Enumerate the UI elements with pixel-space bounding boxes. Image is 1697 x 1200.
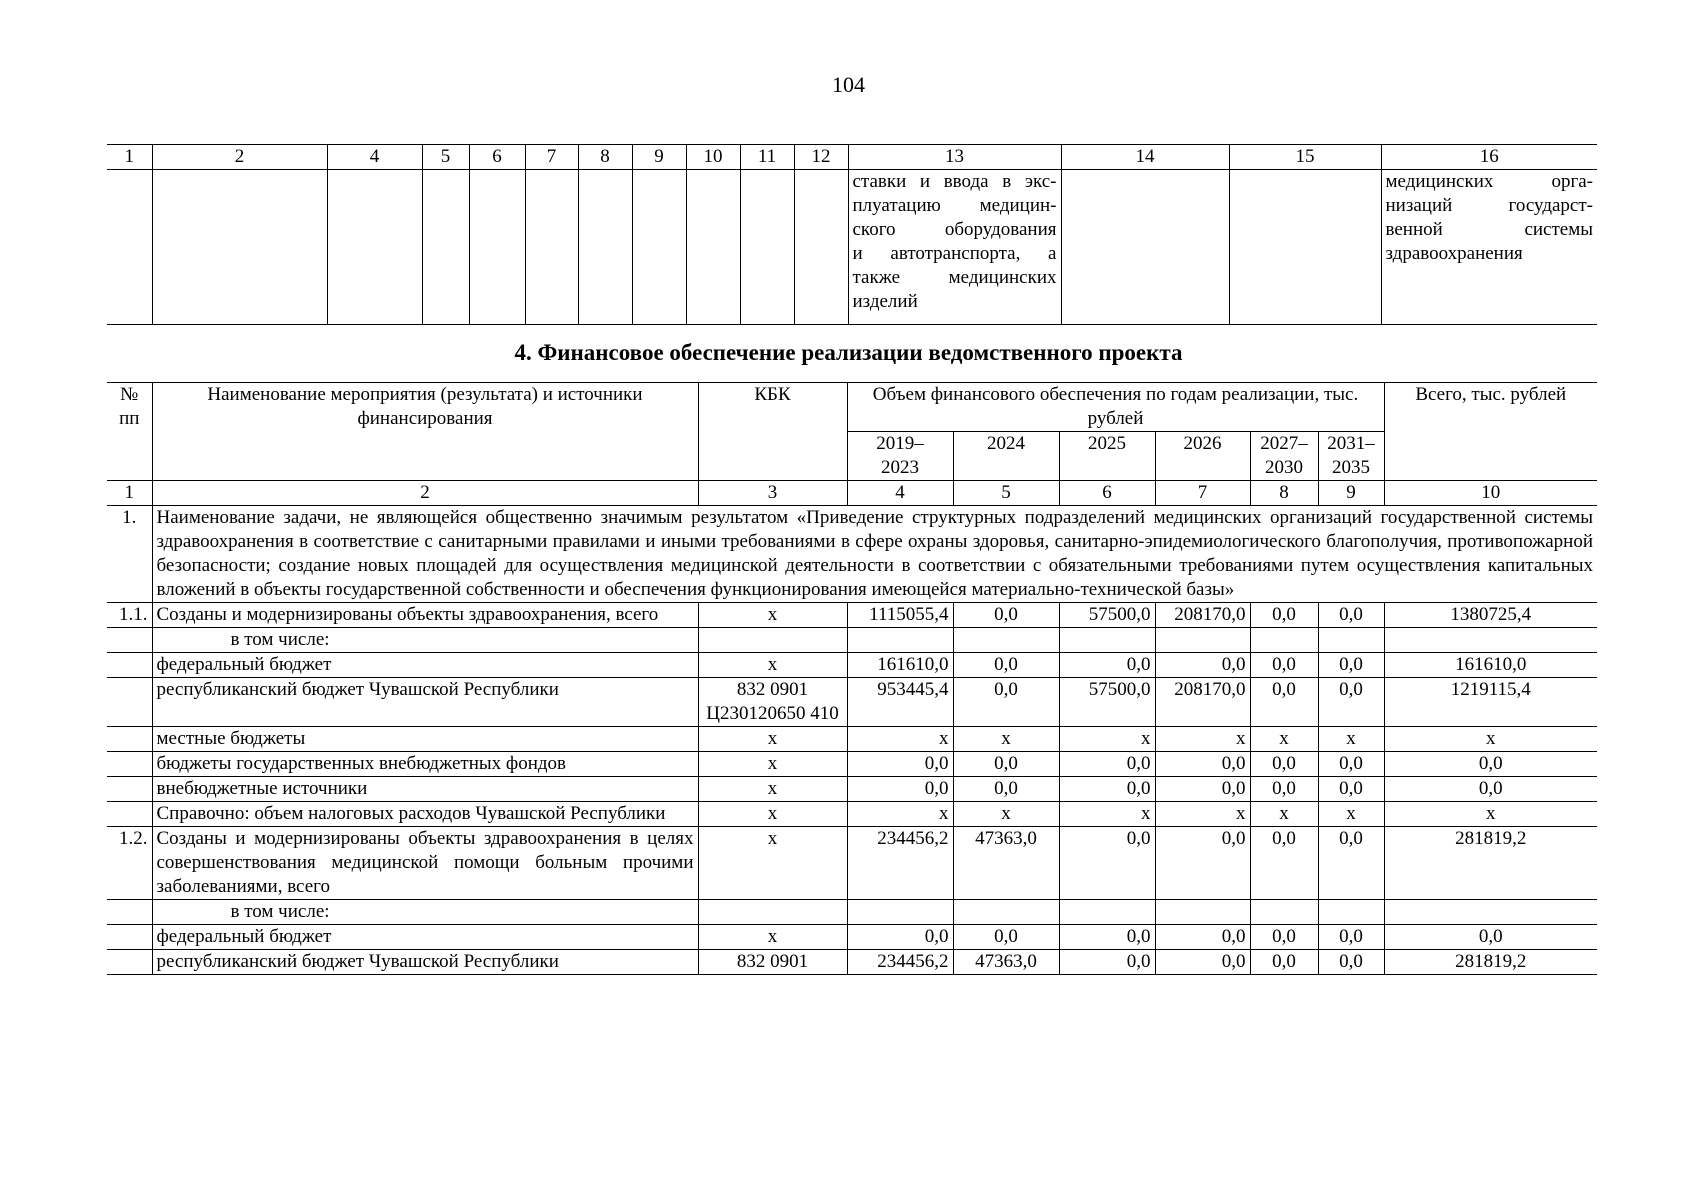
row-total: 281819,2 [1384, 950, 1597, 975]
row-name: бюджеты государственных внебюджетных фондов [152, 752, 698, 777]
row-kbk: х [698, 727, 847, 752]
row-value: 0,0 [847, 777, 953, 802]
col-header: 5 [422, 145, 469, 170]
row-value: 0,0 [1155, 925, 1250, 950]
col-header: 14 [1061, 145, 1229, 170]
row-value: 0,0 [1059, 752, 1155, 777]
row-value: х [1318, 727, 1384, 752]
row-value: 0,0 [1059, 950, 1155, 975]
table-row [107, 653, 1597, 678]
col-number: 1 [107, 481, 152, 506]
row-value: 234456,2 [847, 950, 953, 975]
col16-text: медицинских орга- низаций государст- венной системы здравоохранения [1381, 170, 1597, 325]
row-value: х [1059, 802, 1155, 827]
col-header: 12 [794, 145, 848, 170]
col-header: 11 [740, 145, 794, 170]
header-kbk: КБК [698, 383, 847, 481]
row-total: 0,0 [1384, 777, 1597, 802]
col-number: 7 [1155, 481, 1250, 506]
row-value: 953445,4 [847, 678, 953, 727]
header-year: 2026 [1155, 432, 1250, 481]
row-name: в том числе: [152, 628, 698, 653]
row-value [847, 900, 953, 925]
table-row [107, 925, 1597, 950]
row-value: 0,0 [953, 752, 1059, 777]
col-header: 13 [848, 145, 1061, 170]
row-value: 0,0 [1059, 827, 1155, 900]
row-value: х [1059, 727, 1155, 752]
row-value: 0,0 [1250, 925, 1318, 950]
col-header: 10 [686, 145, 740, 170]
row-value: 0,0 [953, 925, 1059, 950]
row-value: 0,0 [953, 777, 1059, 802]
table-row [107, 900, 1597, 925]
row-value: 234456,2 [847, 827, 953, 900]
row-value: 1115055,4 [847, 603, 953, 628]
row-num [107, 678, 152, 727]
continuation-body-row [107, 170, 1597, 325]
row-value [1155, 628, 1250, 653]
row-value: 0,0 [1250, 752, 1318, 777]
row-name: Созданы и модернизированы объекты здравоохранения, всего [152, 603, 698, 628]
row-name: республиканский бюджет Чувашской Республики [152, 950, 698, 975]
task-text: Наименование задачи, не являющейся общественно значимым результатом «Приведение структурных подразделений медицинских организаций государственной системы здравоохранения в соответствие с санитарными правилами и иными требованиями в сфере охраны здоровья, санитарно-эпидемиологического благополучия, противопожарной безопасности; создание новых площадей для осуществления медицинской деятельности в соответствии с обязательными требованиями путем осуществления капитальных вложений в объекты государственной собственности и обеспечения функционирования имеющейся материально-технической базы» [152, 506, 1597, 603]
row-value: х [953, 802, 1059, 827]
row-value: 0,0 [953, 678, 1059, 727]
row-value: 0,0 [847, 925, 953, 950]
col-number: 9 [1318, 481, 1384, 506]
row-kbk: 832 0901 Ц230120650 410 [698, 678, 847, 727]
row-value: х [847, 727, 953, 752]
table-row [107, 752, 1597, 777]
row-kbk: х [698, 752, 847, 777]
table-row [107, 827, 1597, 900]
task-row [107, 506, 1597, 603]
row-value: 0,0 [1155, 827, 1250, 900]
row-value: х [1155, 727, 1250, 752]
row-name: федеральный бюджет [152, 925, 698, 950]
row-num [107, 727, 152, 752]
row-total: 0,0 [1384, 752, 1597, 777]
row-value: 0,0 [1318, 653, 1384, 678]
row-value: 0,0 [1155, 950, 1250, 975]
col-header: 1 [107, 145, 152, 170]
row-value: х [953, 727, 1059, 752]
row-value [1250, 628, 1318, 653]
row-name: внебюджетные источники [152, 777, 698, 802]
header-volume: Объем финансового обеспечения по годам реализации, тыс. рублей [847, 383, 1384, 432]
row-kbk: х [698, 827, 847, 900]
row-value: 47363,0 [953, 827, 1059, 900]
row-value: х [1318, 802, 1384, 827]
row-num [107, 628, 152, 653]
table-row [107, 777, 1597, 802]
col-number: 8 [1250, 481, 1318, 506]
row-num [107, 653, 152, 678]
row-total: х [1384, 802, 1597, 827]
row-num [107, 777, 152, 802]
row-value: 0,0 [1318, 925, 1384, 950]
row-num [107, 925, 152, 950]
continuation-header-row [107, 145, 1597, 170]
table-row [107, 603, 1597, 628]
col13-text: ставки и ввода в экс- плуатацию медицин- ского оборудования и автотранспорта, а также медицинских изделий [848, 170, 1061, 325]
col-header: 6 [469, 145, 525, 170]
row-name: местные бюджеты [152, 727, 698, 752]
col-number: 4 [847, 481, 953, 506]
continuation-table [107, 144, 1597, 325]
row-name: Созданы и модернизированы объекты здравоохранения в целях совершенствования медицинской помощи больным прочими заболеваниями, всего [152, 827, 698, 900]
row-value: 208170,0 [1155, 603, 1250, 628]
col-number: 3 [698, 481, 847, 506]
row-value: х [1250, 802, 1318, 827]
col-header: 15 [1229, 145, 1381, 170]
header-year: 2031–2035 [1318, 432, 1384, 481]
row-name: в том числе: [152, 900, 698, 925]
table-row [107, 802, 1597, 827]
row-value [1059, 628, 1155, 653]
row-value: 0,0 [1318, 603, 1384, 628]
row-value: 0,0 [847, 752, 953, 777]
row-value: х [847, 802, 953, 827]
col-number: 6 [1059, 481, 1155, 506]
row-total [1384, 900, 1597, 925]
row-value: 0,0 [1250, 777, 1318, 802]
col-header: 4 [327, 145, 422, 170]
row-value: 0,0 [1250, 653, 1318, 678]
table-row [107, 678, 1597, 727]
row-value [1318, 900, 1384, 925]
row-value: 0,0 [1250, 950, 1318, 975]
col-number: 10 [1384, 481, 1597, 506]
header-num: № пп [107, 383, 152, 481]
row-total [1384, 628, 1597, 653]
row-total: 161610,0 [1384, 653, 1597, 678]
row-num [107, 802, 152, 827]
table-row [107, 727, 1597, 752]
row-value: 47363,0 [953, 950, 1059, 975]
row-kbk: х [698, 925, 847, 950]
row-kbk: х [698, 603, 847, 628]
row-kbk [698, 628, 847, 653]
row-value: 0,0 [953, 653, 1059, 678]
row-value: 0,0 [1250, 678, 1318, 727]
row-name: республиканский бюджет Чувашской Республики [152, 678, 698, 727]
row-value [1318, 628, 1384, 653]
col-header: 8 [578, 145, 632, 170]
row-kbk [698, 900, 847, 925]
row-num: 1.2. [107, 827, 152, 900]
row-value: 0,0 [1059, 777, 1155, 802]
row-total: 1219115,4 [1384, 678, 1597, 727]
row-num [107, 900, 152, 925]
row-value: 0,0 [1250, 603, 1318, 628]
header-total: Всего, тыс. рублей [1384, 383, 1597, 481]
page-number: 104 [832, 72, 865, 97]
row-value: 0,0 [1318, 950, 1384, 975]
row-value: 0,0 [1318, 827, 1384, 900]
row-value: 208170,0 [1155, 678, 1250, 727]
fin-header-row [107, 383, 1597, 432]
fin-colnum-row [107, 481, 1597, 506]
row-value [1155, 900, 1250, 925]
row-value: 0,0 [1318, 777, 1384, 802]
col-number: 5 [953, 481, 1059, 506]
row-name: Справочно: объем налоговых расходов Чувашской Республики [152, 802, 698, 827]
col-header: 7 [525, 145, 578, 170]
row-value: 57500,0 [1059, 603, 1155, 628]
row-kbk: х [698, 777, 847, 802]
row-value [953, 628, 1059, 653]
col-header: 16 [1381, 145, 1597, 170]
row-value: 0,0 [1155, 752, 1250, 777]
row-num [107, 752, 152, 777]
row-kbk: х [698, 802, 847, 827]
row-value [1059, 900, 1155, 925]
row-value: 0,0 [1155, 777, 1250, 802]
table-row [107, 950, 1597, 975]
header-name: Наименование мероприятия (результата) и источники финансирования [152, 383, 698, 481]
row-value: 0,0 [1250, 827, 1318, 900]
table-row [107, 628, 1597, 653]
row-value: х [1250, 727, 1318, 752]
col-header: 9 [632, 145, 686, 170]
row-value [953, 900, 1059, 925]
header-year: 2027–2030 [1250, 432, 1318, 481]
row-value: 0,0 [1318, 678, 1384, 727]
row-value: 0,0 [1059, 925, 1155, 950]
row-value: 57500,0 [1059, 678, 1155, 727]
row-value: 0,0 [1059, 653, 1155, 678]
row-kbk: х [698, 653, 847, 678]
row-total: х [1384, 727, 1597, 752]
header-year: 2019–2023 [847, 432, 953, 481]
col-number: 2 [152, 481, 698, 506]
header-year: 2024 [953, 432, 1059, 481]
row-value: 0,0 [1318, 752, 1384, 777]
section-title: 4. Финансовое обеспечение реализации ведомственного проекта [514, 340, 1183, 365]
row-total: 281819,2 [1384, 827, 1597, 900]
financial-table [107, 382, 1597, 975]
row-value: 161610,0 [847, 653, 953, 678]
row-kbk: 832 0901 [698, 950, 847, 975]
row-total: 0,0 [1384, 925, 1597, 950]
row-num [107, 950, 152, 975]
task-num: 1. [107, 506, 152, 603]
header-year: 2025 [1059, 432, 1155, 481]
row-value [847, 628, 953, 653]
row-name: федеральный бюджет [152, 653, 698, 678]
row-value: х [1155, 802, 1250, 827]
row-num: 1.1. [107, 603, 152, 628]
row-value: 0,0 [1155, 653, 1250, 678]
row-total: 1380725,4 [1384, 603, 1597, 628]
col-header: 2 [152, 145, 327, 170]
row-value [1250, 900, 1318, 925]
row-value: 0,0 [953, 603, 1059, 628]
